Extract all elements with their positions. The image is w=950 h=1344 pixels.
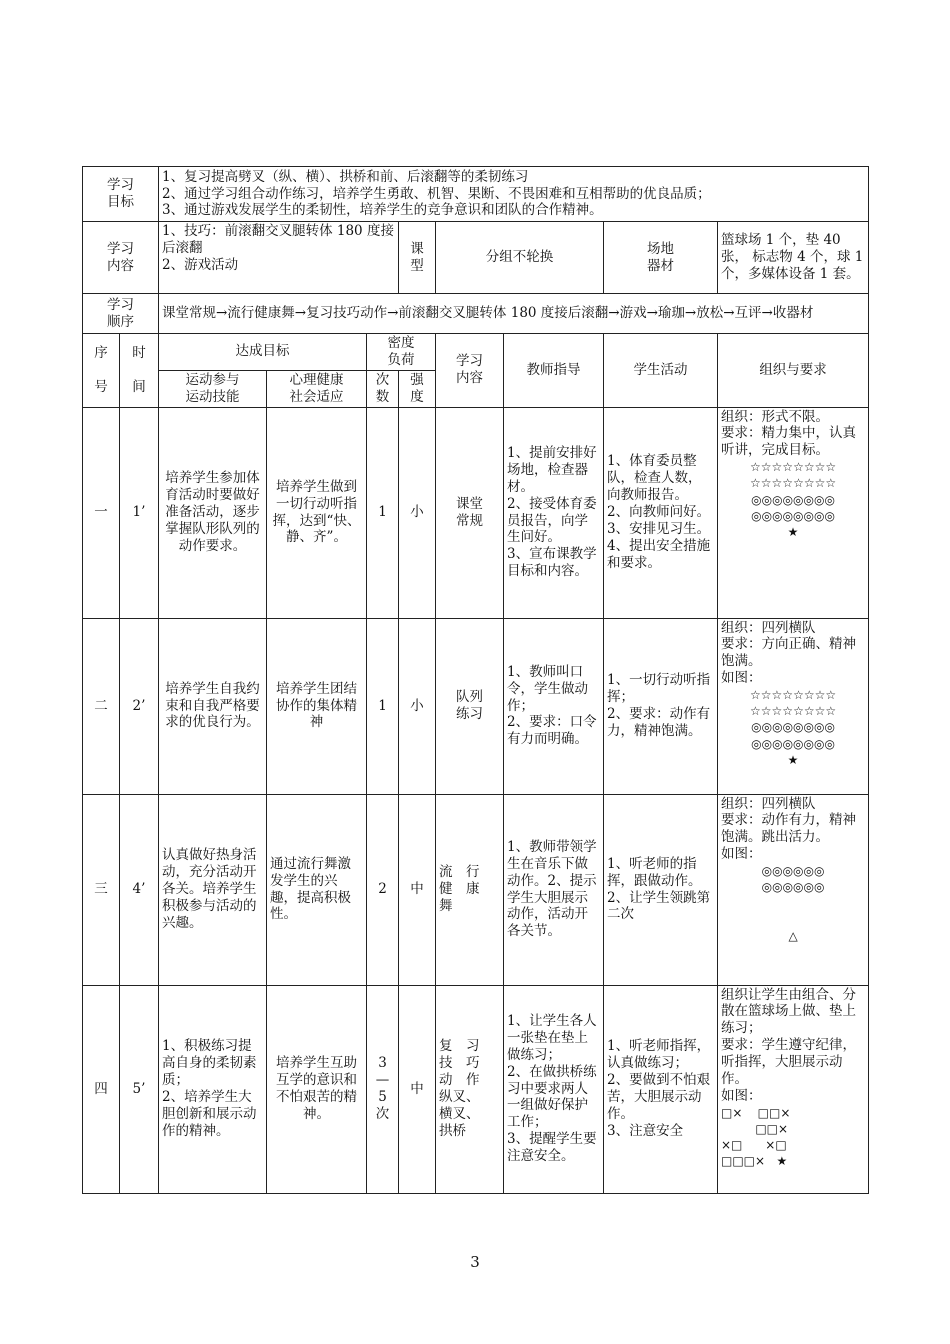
goal-label: 学习 目标 (83, 167, 159, 222)
row-seq: 四 (83, 985, 120, 1193)
row-study: 流 行 健 康 舞 (436, 794, 504, 985)
col-teacher: 教师指导 (504, 334, 604, 408)
row-goal1: 认真做好热身活动，充分活动开各关。培养学生积极参与活动的兴趣。 (159, 794, 267, 985)
formation-diagram: ◎◎◎◎◎◎ ◎◎◎◎◎◎ △ (761, 864, 825, 943)
formation-diagram: ☆☆☆☆☆☆☆☆ ☆☆☆☆☆☆☆☆ ◎◎◎◎◎◎◎◎ ◎◎◎◎◎◎◎◎ ★ (750, 460, 837, 539)
row-goal1: 1、积极练习提高自身的柔韧素质； 2、培养学生大胆创新和展示动作的精神。 (159, 985, 267, 1193)
row-study: 队列 练习 (436, 618, 504, 794)
formation-diagram: ☆☆☆☆☆☆☆☆ ☆☆☆☆☆☆☆☆ ◎◎◎◎◎◎◎◎ ◎◎◎◎◎◎◎◎ ★ (750, 688, 837, 767)
row-org-text: 组织：形式不限。 要求：精力集中，认真听讲，完成目标。 (721, 408, 856, 459)
col-density: 密度 负荷 (367, 334, 436, 371)
row-study: 复 习 技 巧 动 作 纵叉、 横叉、 拱桥 (436, 985, 504, 1193)
col-intensity: 强 度 (399, 370, 436, 407)
row-study: 课堂 常规 (436, 407, 504, 618)
order-label: 学习 顺序 (83, 294, 159, 334)
col-seq: 序 号 (83, 334, 120, 408)
row-time: 4’ (120, 794, 159, 985)
venue-label: 场地 器材 (604, 222, 718, 294)
row-org-text: 组织：四列横队 要求：方向正确、精神饱满。 如图： (721, 619, 856, 687)
row-intensity: 中 (399, 985, 436, 1193)
row-intensity: 小 (399, 618, 436, 794)
formation-diagram: □× □□× □□× ×□ ×□ □□□× ★ (721, 1105, 791, 1169)
row-org (718, 985, 869, 1193)
row-student: 1、听老师指挥，认真做练习； 2、要做到不怕艰苦，大胆展示动作。 3、注意安全 (604, 985, 718, 1193)
row-teacher: 1、教师叫口令，学生做动作； 2、要求：口令有力而明确。 (504, 618, 604, 794)
row-goal1: 培养学生自我约束和自我严格要求的优良行为。 (159, 618, 267, 794)
page-number: 3 (470, 1253, 480, 1271)
row-goal2: 培养学生做到一切行动听指挥，达到“快、静、齐”。 (267, 407, 367, 618)
col-goal-sub1: 运动参与 运动技能 (159, 370, 267, 407)
venue-value: 篮球场 1 个，垫 40 张， 标志物 4 个，球 1 个，多媒体设备 1 套。 (718, 222, 869, 294)
row-goal2: 通过流行舞激发学生的兴趣，提高积极性。 (267, 794, 367, 985)
row-count: 3 — 5 次 (367, 985, 399, 1193)
content-label: 学习 内容 (83, 222, 159, 294)
col-goal-sub2: 心理健康 社会适应 (267, 370, 367, 407)
row-student: 1、听老师的指挥，跟做动作。 2、让学生领跳第二次 (604, 794, 718, 985)
lesson-plan-table (82, 166, 869, 1194)
col-count: 次 数 (367, 370, 399, 407)
type-value: 分组不轮换 (436, 222, 604, 294)
row-seq: 三 (83, 794, 120, 985)
table-row (83, 407, 869, 618)
row-goal1: 培养学生参加体育活动时要做好准备活动，逐步掌握队形队列的动作要求。 (159, 407, 267, 618)
row-time: 2’ (120, 618, 159, 794)
row-student: 1、体育委员整队，检查人数，向教师报告。 2、向教师问好。 3、安排见习生。 4、提出安全措施和要求。 (604, 407, 718, 618)
col-time: 时 间 (120, 334, 159, 408)
row-seq: 二 (83, 618, 120, 794)
row-goal2: 培养学生团结协作的集体精神 (267, 618, 367, 794)
row-count: 1 (367, 618, 399, 794)
row-time: 1’ (120, 407, 159, 618)
col-student: 学生活动 (604, 334, 718, 408)
table-row (83, 618, 869, 794)
row-student: 1、一切行动听指挥； 2、要求：动作有力，精神饱满。 (604, 618, 718, 794)
col-study: 学习 内容 (436, 334, 504, 408)
table-row (83, 794, 869, 985)
row-goal2: 培养学生互助互学的意识和不怕艰苦的精神。 (267, 985, 367, 1193)
row-org-text: 组织：四列横队 要求：动作有力，精神饱满。跳出活力。 如图： (721, 795, 856, 863)
goal-text: 1、复习提高劈叉（纵、横）、拱桥和前、后滚翻等的柔韧练习 2、通过学习组合动作练习，培养学生勇敢、机智、果断、不畏困难和互相帮助的优良品质； 3、通过游戏发展学生的柔韧性，培养学生的竞争意识和团队的合作精神。 (159, 167, 869, 222)
content-text: 1、技巧：前滚翻交叉腿转体 180 度接后滚翻 2、游戏活动 (159, 222, 399, 294)
row-seq: 一 (83, 407, 120, 618)
col-org: 组织与要求 (718, 334, 869, 408)
table-row (83, 985, 869, 1193)
row-intensity: 小 (399, 407, 436, 618)
type-label: 课 型 (399, 222, 436, 294)
row-intensity: 中 (399, 794, 436, 985)
row-time: 5’ (120, 985, 159, 1193)
row-count: 1 (367, 407, 399, 618)
col-goal: 达成目标 (159, 334, 367, 371)
row-teacher: 1、让学生各人一张垫在垫上做练习； 2、在做拱桥练习中要求两人一组做好保护工作； 3、提醒学生要注意安全。 (504, 985, 604, 1193)
row-count: 2 (367, 794, 399, 985)
row-org (718, 407, 869, 618)
row-teacher: 1、教师带领学生在音乐下做动作。2、提示学生大胆展示动作，活动开各关节。 (504, 794, 604, 985)
row-org-text: 组织让学生由组合、分散在篮球场上做、垫上练习； 要求：学生遵守纪律，听指挥，大胆展示动作。 如图： (721, 986, 856, 1104)
row-org (718, 794, 869, 985)
row-teacher: 1、提前安排好场地，检查器材。 2、接受体育委员报告，向学生问好。 3、宣布课教学目标和内容。 (504, 407, 604, 618)
row-org (718, 618, 869, 794)
order-text: 课堂常规→流行健康舞→复习技巧动作→前滚翻交叉腿转体 180 度接后滚翻→游戏→瑜珈→放松→互评→收器材 (159, 294, 869, 334)
